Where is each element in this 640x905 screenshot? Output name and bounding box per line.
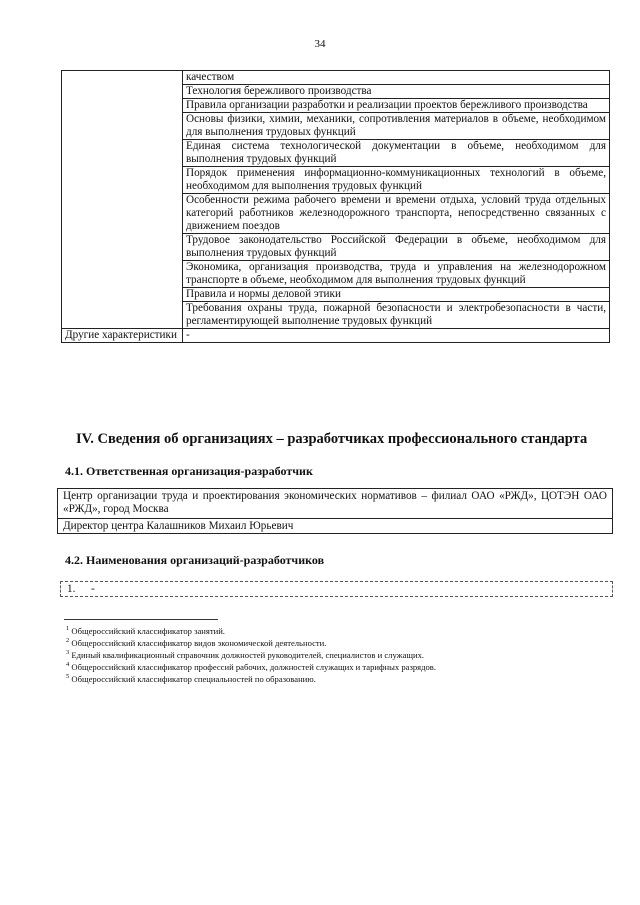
knowledge-item: Трудовое законодательство Российской Федерации в объеме, необходимом для выполнения трудовых функций: [183, 234, 610, 261]
org-name: Центр организации труда и проектирования экономических нормативов – филиал ОАО «РЖД», ЦОТЭН ОАО «РЖД», город Москва: [58, 489, 612, 519]
footnote-text: Общероссийский классификатор специальностей по образованию.: [71, 674, 316, 684]
knowledge-item: Экономика, организация производства, труда и управления на железнодорожном транспорте в объеме, необходимом для выполнения трудовых функций: [183, 261, 610, 288]
knowledge-table: [61, 70, 610, 343]
footnote-text: Общероссийский классификатор занятий.: [71, 626, 225, 636]
footnote-mark: 3: [66, 649, 70, 657]
knowledge-item: Технология бережливого производства: [183, 85, 610, 99]
footnote: [66, 673, 606, 685]
subsection-title-responsible: 4.1. Ответственная организация-разработчик: [65, 464, 313, 478]
table-row: [62, 71, 610, 85]
knowledge-item: Правила и нормы деловой этики: [183, 288, 610, 302]
knowledge-item: Основы физики, химии, механики, сопротивления материалов в объеме, необходимом для выполнения трудовых функций: [183, 113, 610, 140]
knowledge-item: Требования охраны труда, пожарной безопасности и электробезопасности в части, регламентирующей выполнение трудовых функций: [183, 302, 610, 329]
org-director: Директор центра Калашников Михаил Юрьевич: [63, 520, 294, 532]
footnote-mark: 4: [66, 661, 70, 669]
developer-row: [60, 581, 613, 597]
footnote: [66, 649, 606, 661]
footnote-mark: 1: [66, 625, 70, 633]
footnote-mark: 5: [66, 673, 70, 681]
knowledge-item: Порядок применения информационно-коммуникационных технологий в объеме, необходимом для выполнения трудовых функций: [183, 167, 610, 194]
subsection-title-developers: 4.2. Наименования организаций-разработчиков: [65, 553, 325, 567]
knowledge-label-cell: [62, 71, 183, 329]
footnote-mark: 2: [66, 637, 70, 645]
other-characteristics-label: Другие характеристики: [62, 329, 183, 343]
footnote-text: Единый квалификационный справочник должностей руководителей, специалистов и служащих.: [71, 650, 425, 660]
footnote: [66, 661, 606, 673]
developer-name: -: [91, 583, 95, 595]
footnote-text: Общероссийский классификатор видов экономической деятельности.: [71, 638, 327, 648]
developer-number: 1.: [67, 583, 76, 595]
table-row: [62, 329, 610, 343]
other-characteristics-value: -: [183, 329, 610, 343]
responsible-org-box: [57, 488, 613, 534]
knowledge-item: Единая система технологической документации в объеме, необходимом для выполнения трудовых функций: [183, 140, 610, 167]
page-number: 34: [314, 38, 326, 50]
knowledge-item: Особенности режима рабочего времени и времени отдыха, условий труда отдельных категорий работников железнодорожного транспорта, непосредственно связанных с движением поездов: [183, 194, 610, 234]
knowledge-item: Правила организации разработки и реализации проектов бережливого производства: [183, 99, 610, 113]
knowledge-item: качеством: [183, 71, 610, 85]
footnote: [66, 637, 606, 649]
footnotes: [66, 625, 606, 685]
footnote-divider: [64, 619, 218, 620]
footnote: [66, 625, 606, 637]
footnote-text: Общероссийский классификатор профессий рабочих, должностей служащих и тарифных разрядов.: [71, 662, 436, 672]
section-title: IV. Сведения об организациях – разработчиках профессионального стандарта: [76, 431, 588, 447]
